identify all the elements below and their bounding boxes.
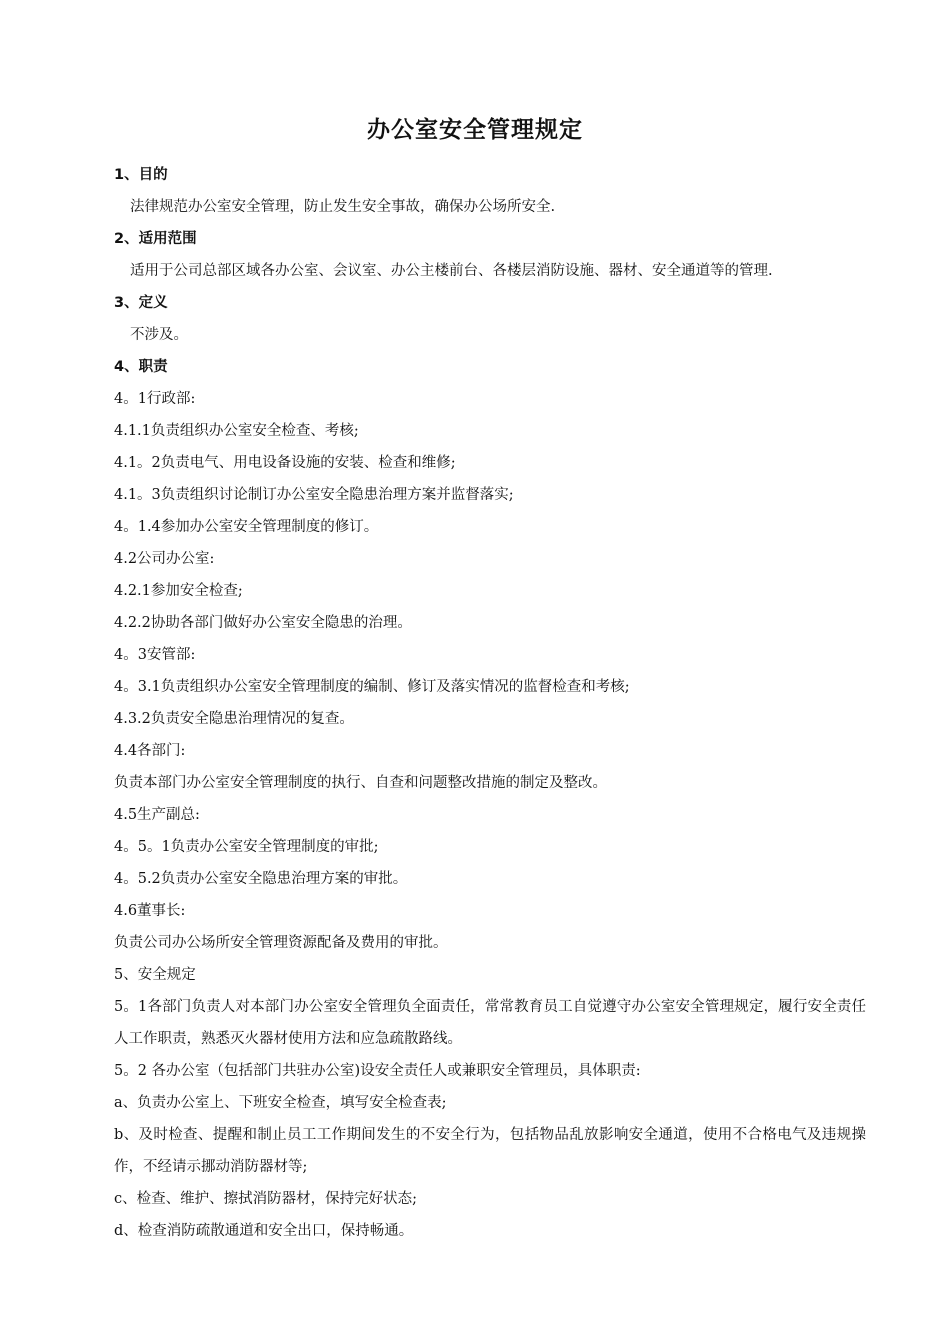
paragraph-line: a、负责办公室上、下班安全检查，填写安全检查表; — [114, 1095, 447, 1111]
paragraph-line: 不涉及。 — [130, 327, 188, 343]
paragraph-line: b、及时检查、提醒和制止员工工作期间发生的不安全行为，包括物品乱放影响安全通道，使用不合格电气及违规操作，不经请示挪动消防器材等; — [114, 1127, 866, 1175]
paragraph-line: 4.5生产副总: — [114, 807, 200, 823]
paragraph-line: 4.1.1负责组织办公室安全检查、考核; — [114, 423, 359, 439]
paragraph-line: 4.2.2协助各部门做好办公室安全隐患的治理。 — [114, 615, 412, 631]
paragraph-line: 4.1。3负责组织讨论制订办公室安全隐患治理方案并监督落实; — [114, 487, 514, 503]
section-heading: 4、职责 — [114, 359, 168, 375]
paragraph-line: d、检查消防疏散通道和安全出口，保持畅通。 — [114, 1223, 414, 1239]
paragraph-line: 4.2.1参加安全检查; — [114, 583, 243, 599]
paragraph-line: 负责本部门办公室安全管理制度的执行、自查和问题整改措施的制定及整改。 — [114, 775, 607, 791]
paragraph-line: 4.6董事长: — [114, 903, 186, 919]
section-heading: 3、定义 — [114, 295, 168, 311]
paragraph-line: 4。3.1负责组织办公室安全管理制度的编制、修订及落实情况的监督检查和考核; — [114, 679, 630, 695]
paragraph-line: 4。3安管部: — [114, 647, 196, 663]
paragraph-line: 4.2公司办公室: — [114, 551, 215, 567]
paragraph-line: 4。5。1负责办公室安全管理制度的审批; — [114, 839, 379, 855]
paragraph-line: 4。5.2负责办公室安全隐患治理方案的审批。 — [114, 871, 408, 887]
paragraph-line: 5、安全规定 — [114, 967, 196, 983]
paragraph-line: 适用于公司总部区域各办公室、会议室、办公主楼前台、各楼层消防设施、器材、安全通道等的管理. — [130, 263, 773, 279]
paragraph-line: 4。1.4参加办公室安全管理制度的修订。 — [114, 519, 379, 535]
paragraph-line: 5。1各部门负责人对本部门办公室安全管理负全面责任，常常教育员工自觉遵守办公室安全管理规定，履行安全责任人工作职责，熟悉灭火器材使用方法和应急疏散路线。 — [114, 999, 866, 1047]
paragraph-line: 4。1行政部: — [114, 391, 196, 407]
section-heading: 2、适用范围 — [114, 231, 197, 247]
paragraph-line: 4.3.2负责安全隐患治理情况的复查。 — [114, 711, 354, 727]
page-title: 办公室安全管理规定 — [367, 117, 583, 143]
paragraph-line: 5。2 各办公室（包括部门共驻办公室)设安全责任人或兼职安全管理员，具体职责: — [114, 1063, 641, 1079]
paragraph-line: 负责公司办公场所安全管理资源配备及费用的审批。 — [114, 935, 448, 951]
paragraph-line: 4.4各部门: — [114, 743, 186, 759]
paragraph-line: c、检查、维护、擦拭消防器材，保持完好状态; — [114, 1191, 418, 1207]
document-body — [114, 159, 866, 1247]
paragraph-line: 法律规范办公室安全管理，防止发生安全事故，确保办公场所安全. — [130, 199, 556, 215]
section-heading: 1、目的 — [114, 167, 168, 183]
paragraph-line: 4.1。2负责电气、用电设备设施的安装、检查和维修; — [114, 455, 456, 471]
